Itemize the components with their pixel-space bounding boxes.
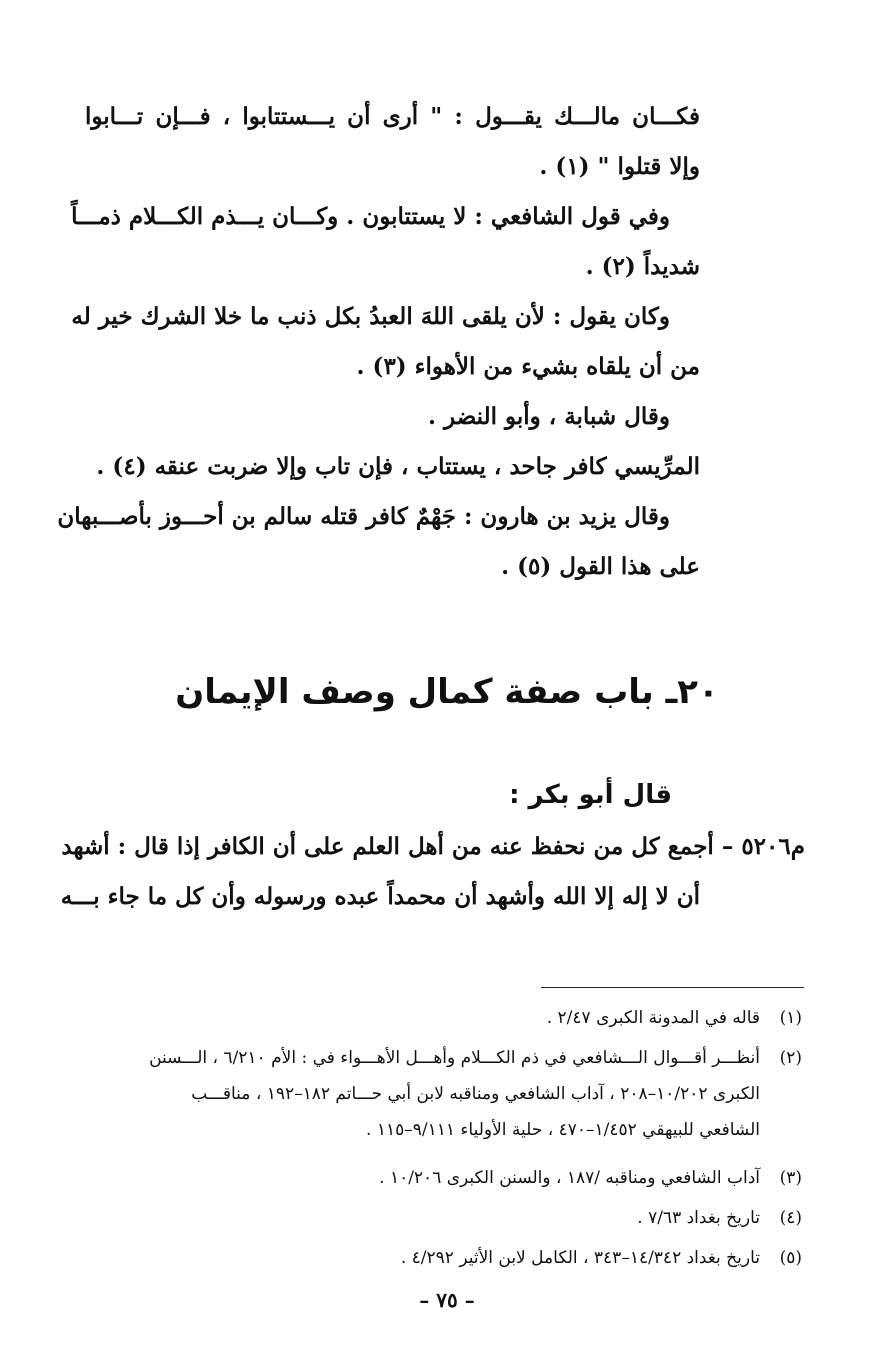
paragraph-line: وقال يزيد بن هارون : جَهْمٌ كافر قتله سالم بن أحـــوز بأصـــبهان [57,503,670,530]
footnote-text: آداب الشافعي ومناقبه /١٨٧ ، والسنن الكبرى ١٠/٢٠٦ . [379,1168,760,1188]
footnote-text: قاله في المدونة الكبرى ٢/٤٧ . [546,1008,760,1028]
footnote-number: (٣) [779,1168,802,1188]
footnote-number: (٤) [779,1208,802,1228]
main-text-line: م٥٢٠٦ – أجمع كل من نحفظ عنه من أهل العلم على أن الكافر إذا قال : أشهد [61,833,805,860]
paragraph-1 [85,92,700,192]
main-text [60,822,805,922]
footnote-number: (١) [779,1008,802,1028]
paragraph-line: المرِّيسي كافر جاحد ، يستتاب ، فإن تاب وإلا ضربت عنقه (٤) . [96,453,700,480]
footnote-text: تاريخ بغداد ١٤/٣٤٢–٣٤٣ ، الكامل لابن الأثير ٤/٢٩٢ . [400,1248,760,1268]
paragraph-line: من أن يلقاه بشيء من الأهواء (٣) . [356,353,700,380]
footnote-2 [102,1040,802,1148]
footnote-3 [102,1160,802,1196]
paragraph-line: على هذا القول (٥) . [501,553,700,580]
paragraph-line: وقال شبابة ، وأبو النضر . [428,403,670,430]
chapter-title: ٢٠ـ باب صفة كمال وصف الإيمان [175,672,719,712]
main-text-line: أن لا إله إلا الله وأشهد أن محمداً عبده ورسوله وأن كل ما جاء بـــه [60,883,700,910]
page-number: – ٧٥ – [419,1288,475,1312]
paragraph-line: وإلا قتلوا " (١) . [539,153,700,180]
qal-heading: قال أبو بكر : [509,780,672,810]
footnote-number: (٢) [779,1048,802,1068]
paragraph-line: وفي قول الشافعي : لا يستتابون . وكـــان يـــذم الكـــلام ذمـــاً [71,203,670,230]
footnote-number: (٥) [779,1248,802,1268]
footnote-text: الشافعي للبيهقي ١/٤٥٢–٤٧٠ ، حلية الأولياء ٩/١١١–١١٥ . [366,1120,760,1140]
paragraph-2 [71,192,700,292]
footnote-5 [102,1240,802,1276]
footnote-4 [102,1200,802,1236]
footnote-text: تاريخ بغداد ٧/٦٣ . [637,1208,760,1228]
footnote-text: الكبرى ١٠/٢٠٢–٢٠٨ ، آداب الشافعي ومناقبه لابن أبي حـــاتم ١٨٢–١٩٢ ، مناقـــب [191,1084,760,1104]
footnote-1 [102,1000,802,1036]
paragraph-5 [85,442,700,492]
paragraph-3 [71,292,700,392]
paragraph-line: وكان يقول : لأن يلقى اللهَ العبدُ بكل ذنب ما خلا الشرك خير له [71,303,670,330]
paragraph-line: شديداً (٢) . [585,253,700,280]
footnote-separator [541,987,804,988]
paragraph-6 [57,492,700,592]
paragraph-4 [85,392,700,442]
paragraph-line: فكـــان مالـــك يقـــول : " أرى أن يـــستتابوا ، فـــإن تـــابوا [85,103,700,130]
footnote-text: أنظـــر أقـــوال الـــشافعي في ذم الكـــلام وأهـــل الأهـــواء في : الأم ٦/٢١٠ ، الـــسنن [149,1048,760,1068]
